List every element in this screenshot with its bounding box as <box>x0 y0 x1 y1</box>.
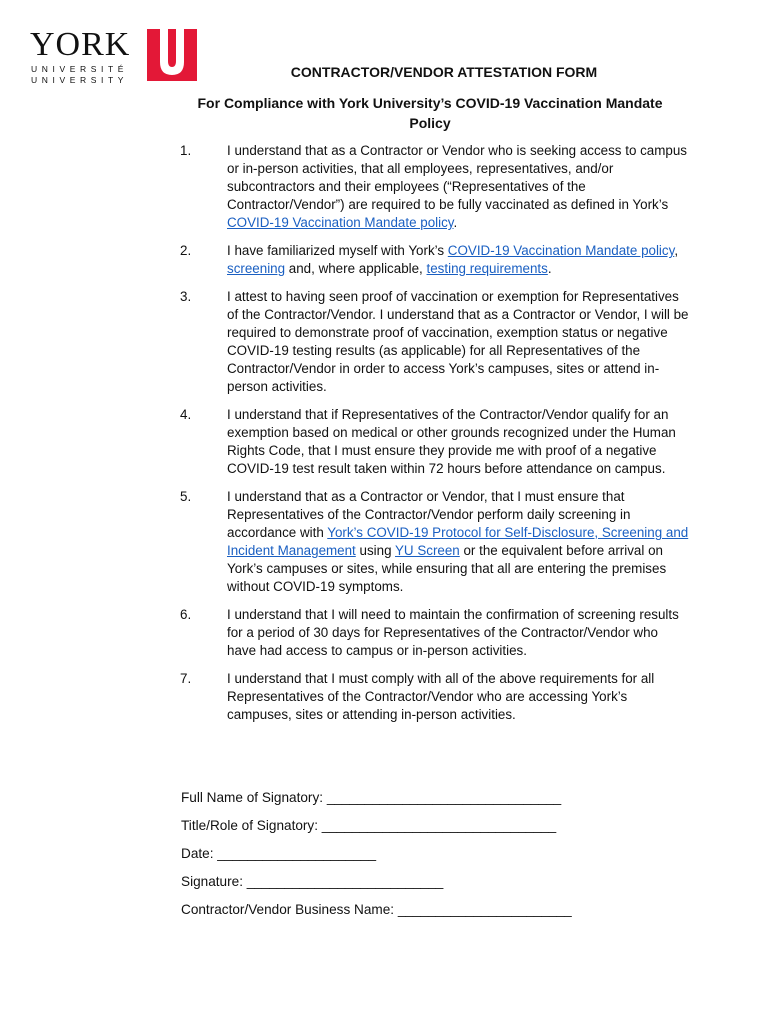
item-number: 1. <box>180 143 192 158</box>
item-text-segment: I attest to having seen proof of vaccination or exemption for Representatives of the Contractor/Vendor. I understand that as a Contractor or Vendor, I will be required to demonstrate proof of vaccination, exemption status or negative COVID-19 testing results (as applicable) for all Representatives of the Contractor/Vendor in order to access York’s campuses, sites or attend in-person activities. <box>227 289 689 394</box>
field-blank-line[interactable]: _____________________ <box>217 846 377 861</box>
item-number: 4. <box>180 407 192 422</box>
item-text-segment: I understand that if Representatives of the Contractor/Vendor qualify for an exemption based on medical or other grounds recognized under the Human Rights Code, that I must ensure they provide me with proof of a negative COVID-19 test result taken within 72 hours before attendance on campus. <box>227 407 676 476</box>
logo-wordmark: YORK <box>30 26 131 63</box>
signature-field <box>181 900 701 928</box>
attestation-item <box>180 242 690 278</box>
signature-field <box>181 788 701 816</box>
item-text <box>227 142 690 232</box>
field-label: Contractor/Vendor Business Name: <box>181 902 395 917</box>
attestation-item <box>180 288 690 396</box>
item-text-segment: or the equivalent before arrival on York’s campuses or sites, while ensuring that all are entering the premises without COVID-19 symptoms. <box>227 543 667 594</box>
item-number: 2. <box>180 243 192 258</box>
attestation-item <box>180 406 690 478</box>
item-text-segment: . <box>547 261 552 276</box>
policy-link[interactable]: screening <box>227 261 286 276</box>
policy-link[interactable]: York’s COVID-19 Protocol for Self-Disclosure, Screening and Incident Management <box>227 525 689 558</box>
field-blank-line[interactable]: _______________________ <box>397 902 572 917</box>
item-text-segment: I have familiarized myself with York’s <box>227 243 448 258</box>
item-text <box>227 670 690 724</box>
attestation-list <box>180 142 690 734</box>
policy-link[interactable]: COVID-19 Vaccination Mandate policy <box>227 215 454 230</box>
attestation-item <box>180 142 690 232</box>
item-text-segment: using <box>355 543 395 558</box>
policy-link[interactable]: testing requirements <box>426 261 548 276</box>
form-subtitle: For Compliance with York University’s COVID-19 Vaccination Mandate Policy <box>197 95 663 131</box>
item-text-segment: I understand that as a Contractor or Vendor who is seeking access to campus or in-person activities, that all employees, representatives, and/or subcontractors and their employees (“Representatives of the Contractor/Vendor”) are required to be fully vaccinated as defined in York’s <box>227 143 687 212</box>
field-label: Date: <box>181 846 214 861</box>
field-label: Signature: <box>181 874 243 889</box>
item-number: 5. <box>180 489 192 504</box>
item-text-segment: I understand that as a Contractor or Vendor, that I must ensure that Representatives of the Contractor/Vendor perform daily screening in accordance with <box>227 489 631 540</box>
item-text-segment: and, where applicable, <box>285 261 427 276</box>
signature-field <box>181 844 701 872</box>
attestation-item <box>180 488 690 596</box>
item-number: 6. <box>180 607 192 622</box>
field-label: Title/Role of Signatory: <box>181 818 319 833</box>
form-title: CONTRACTOR/VENDOR ATTESTATION FORM <box>290 64 598 80</box>
field-blank-line[interactable]: __________________________ <box>246 874 444 889</box>
item-text-segment: . <box>453 215 458 230</box>
item-text <box>227 488 690 596</box>
item-text-segment: I understand that I must comply with all of the above requirements for all Representatives of the Contractor/Vendor who are accessing York’s campuses, sites or attending in-person activities. <box>227 671 655 722</box>
attestation-item <box>180 606 690 660</box>
item-number: 3. <box>180 289 192 304</box>
item-text <box>227 242 690 278</box>
item-number: 7. <box>180 671 192 686</box>
item-text-segment: , <box>674 243 679 258</box>
item-text-segment: I understand that I will need to maintain the confirmation of screening results for a period of 30 days for Representatives of the Contractor/Vendor who have had access to campus or in-person activities. <box>227 607 679 658</box>
policy-link[interactable]: YU Screen <box>395 543 460 558</box>
logo-line-french: UNIVERSITÉ <box>31 64 129 74</box>
policy-link[interactable]: COVID-19 Vaccination Mandate policy <box>447 243 675 258</box>
signature-fields <box>181 788 701 928</box>
item-text <box>227 606 690 660</box>
signature-field <box>181 816 701 844</box>
field-blank-line[interactable]: _______________________________ <box>321 818 557 833</box>
item-text <box>227 288 690 396</box>
field-blank-line[interactable]: _______________________________ <box>326 790 562 805</box>
logo-line-english: UNIVERSITY <box>31 75 129 85</box>
signature-field <box>181 872 701 900</box>
item-text <box>227 406 690 478</box>
field-label: Full Name of Signatory: <box>181 790 324 805</box>
attestation-item <box>180 670 690 724</box>
